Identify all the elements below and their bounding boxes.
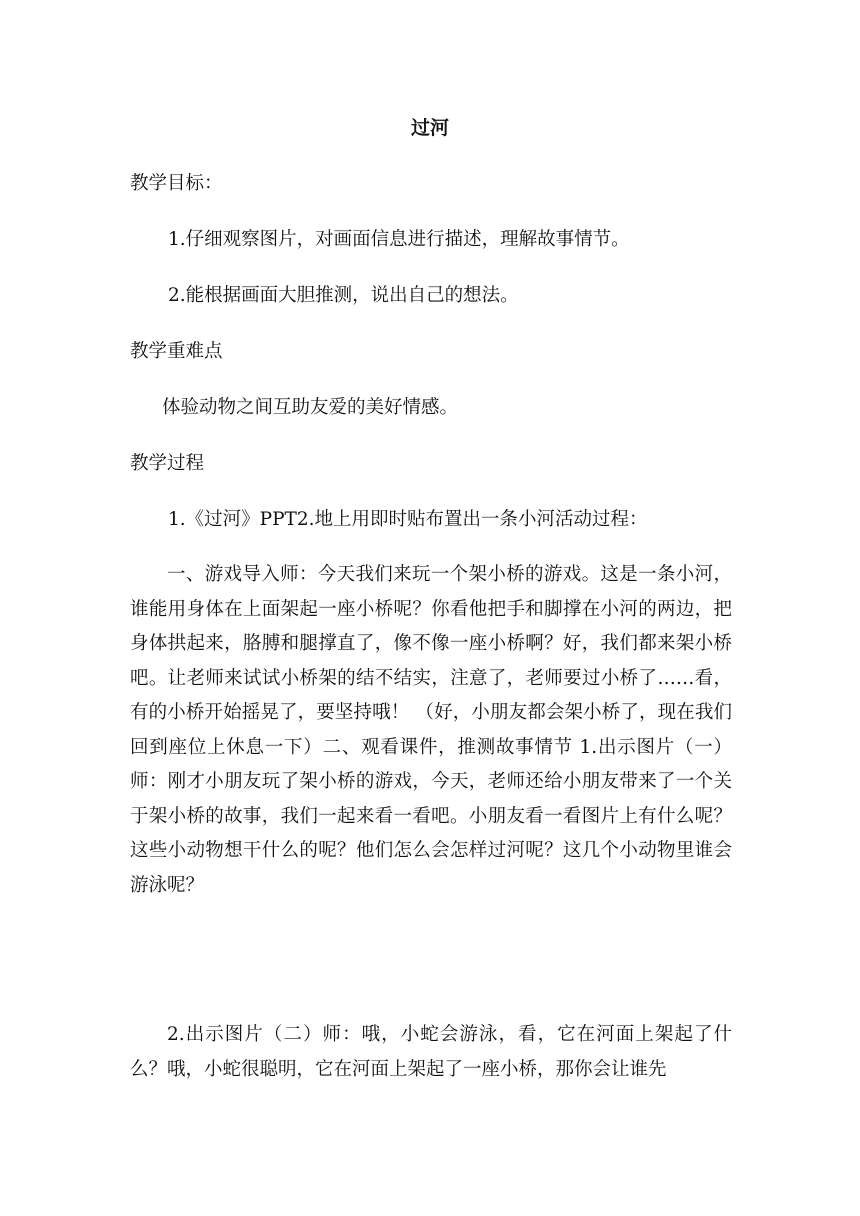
goal-item-2: 2.能根据画面大胆推测，说出自己的想法。 [168,285,519,306]
process-paragraph-1: 一、游戏导入师：今天我们来玩一个架小桥的游戏。这是一条小河，谁能用身体在上面架起一座小桥呢？你看他把手和脚撑在小河的两边，把身体拱起来，胳膊和腿撑直了，像不像一座小桥啊？好，我们都来架小桥吧。让老师来试试小桥架的结不结实，注意了，老师要过小桥了……看，有的小桥开始摇晃了，要坚持哦！ （好，小朋友都会架小桥了，现在我们回到座位上休息一下）二、观看课件，推测故事情节 1.出示图片（一）师：刚才小朋友玩了架小桥的游戏，今天，老师还给小朋友带来了一个关于架小桥的故事，我们一起来看一看吧。小朋友看一看图片上有什么呢？这些小动物想干什么的呢？他们怎么会怎样过河呢？这几个小动物里谁会游泳呢？ [130,564,732,896]
document-title: 过河 [410,117,449,139]
process-paragraph-2: 2.出示图片（二）师：哦，小蛇会游泳，看，它在河面上架起了什么？哦，小蛇很聪明，它在河面上架起了一座小桥，那你会让谁先 [130,1024,732,1080]
heading-teaching-process: 教学过程 [130,453,205,474]
key-point-text: 体验动物之间互助友爱的美好情感。 [162,397,459,418]
goal-item-1: 1.仔细观察图片，对画面信息进行描述，理解故事情节。 [168,229,630,250]
heading-teaching-goals: 教学目标： [130,173,223,194]
heading-key-points: 教学重难点 [130,341,223,362]
process-preparation: 1.《过河》PPT2.地上用即时贴布置出一条小河活动过程： [168,509,648,530]
